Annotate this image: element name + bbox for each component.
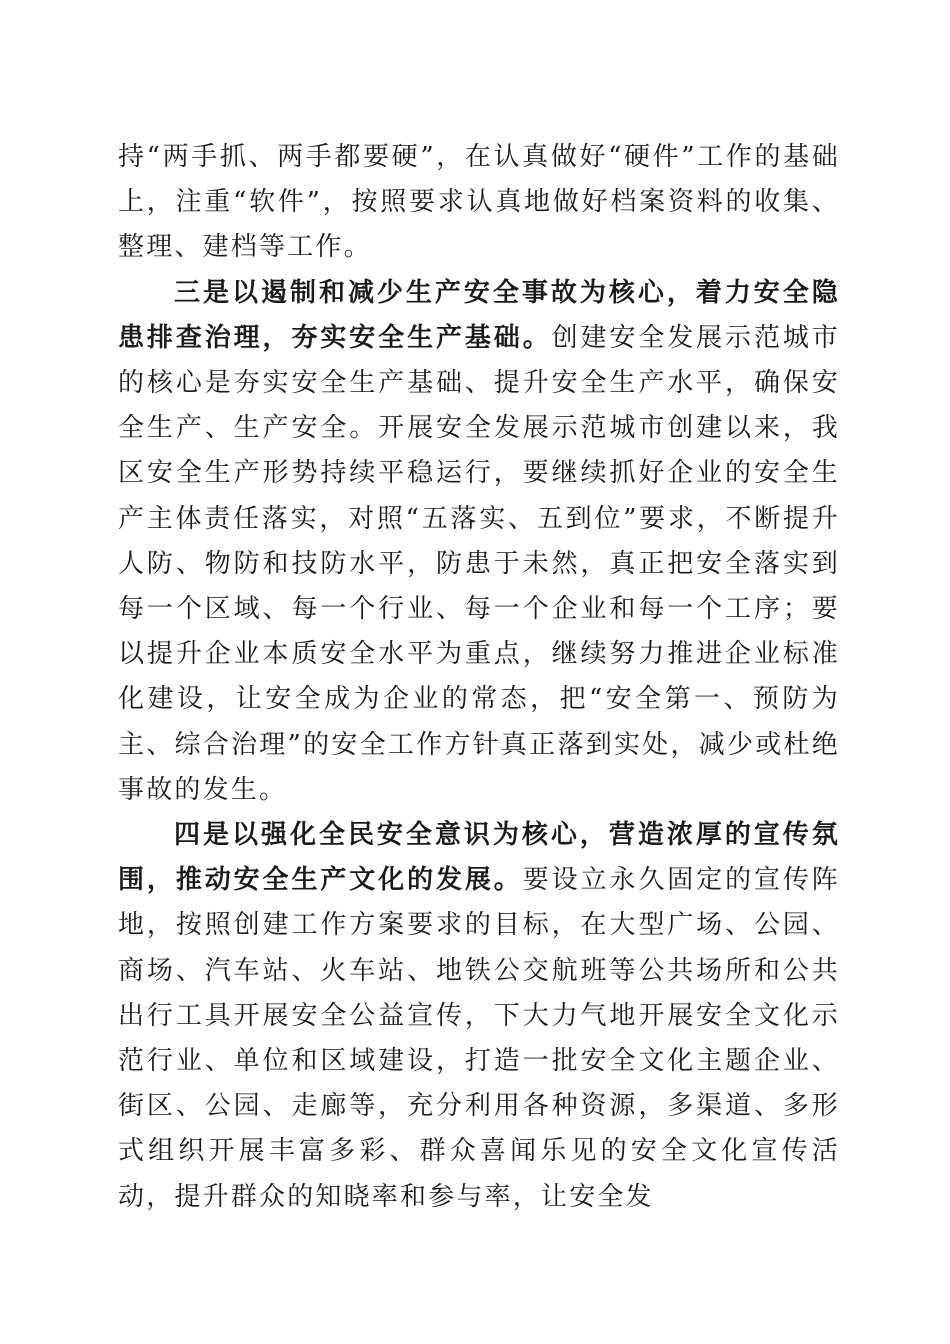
paragraph-text: 持“两手抓、两手都要硬”，在认真做好“硬件”工作的基础上，注重“软件”，按照要求认真地做好档案资料的收集、整理、建档等工作。 <box>118 142 840 263</box>
paragraph-text: 要设立永久固定的宣传阵地，按照创建工作方案要求的目标，在大型广场、公园、商场、汽车站、火车站、地铁公交航班等公共场所和公共出行工具开展安全公益宣传，下大力气地开展安全文化示范行业、单位和区域建设，打造一批安全文化主题企业、街区、公园、走廊等，充分利用各种资源，多渠道、多形式组织开展丰富多彩、群众喜闻乐见的安全文化宣传活动，提升群众的知晓率和参与率，让安全发 <box>118 865 840 1212</box>
paragraph-text: 创建安全发展示范城市的核心是夯实安全生产基础、提升安全生产水平，确保安全生产、生产安全。开展安全发展示范城市创建以来，我区安全生产形势持续平稳运行，要继续抓好企业的安全生产主体责任落实，对照“五落实、五到位”要求，不断提升人防、物防和技防水平，防患于未然，真正把安全落实到每一个区域、每一个行业、每一个企业和每一个工序；要以提升企业本质安全水平为重点，继续努力推进企业标准化建设，让安全成为企业的常态，把“安全第一、预防为主、综合治理”的安全工作方针真正落到实处，减少或杜绝事故的发生。 <box>118 322 840 805</box>
document-body <box>118 135 840 1220</box>
paragraph-heading: 三是以遏制和减少生产安全事故为核心，着力安全隐患排查治理，夯实安全生产基础。 <box>118 277 840 353</box>
paragraph-continuation <box>118 135 840 271</box>
paragraph-heading: 四是以强化全民安全意识为核心，营造浓厚的宣传氛围，推动安全生产文化的发展。 <box>118 820 840 896</box>
paragraph-point-three <box>118 271 840 813</box>
paragraph-point-four <box>118 813 840 1220</box>
